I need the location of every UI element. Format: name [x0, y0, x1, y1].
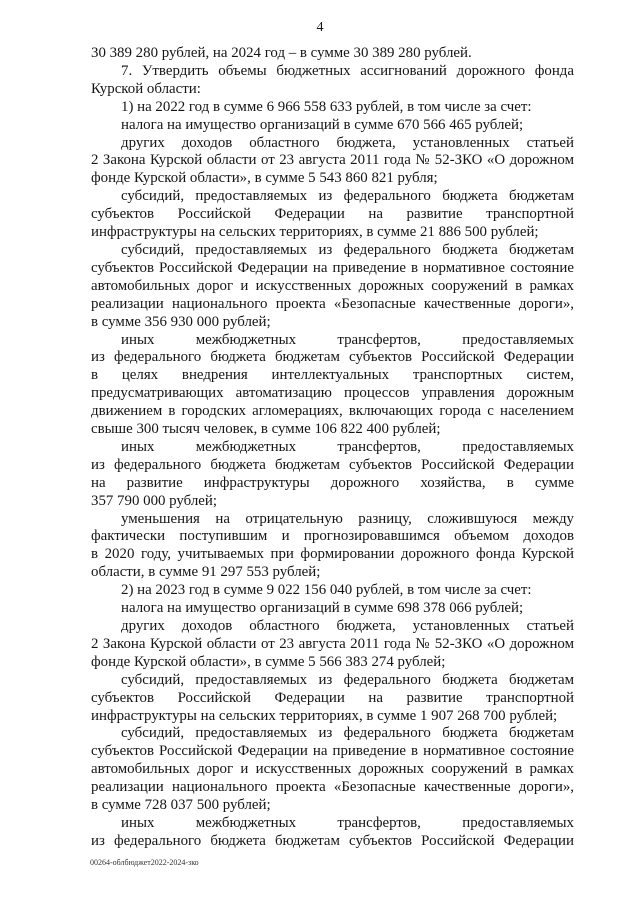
- text-line: области, в сумме 91 297 553 рублей;: [91, 564, 321, 581]
- text-line: реализации национального проекта «Безопасные качественные дороги»,: [91, 779, 574, 796]
- text-line: из федерального бюджета бюджетам субъектов Российской Федерации: [91, 349, 574, 366]
- text-line: иных межбюджетных трансфертов, предоставляемых: [121, 438, 574, 455]
- text-line: в 2020 году, учитываемых при формировании дорожного фонда Курской: [91, 546, 574, 563]
- text-line: фонде Курской области», в сумме 5 566 383 274 рублей;: [91, 653, 446, 670]
- text-line: фонде Курской области», в сумме 5 543 860 821 рубля;: [91, 170, 438, 187]
- text-line: Курской области:: [91, 80, 201, 97]
- text-line: 2 Закона Курской области от 23 августа 2011 года № 52-ЗКО «О дорожном: [91, 152, 574, 169]
- text-line: налога на имущество организаций в сумме 670 566 465 рублей;: [121, 116, 524, 133]
- text-line: субсидий, предоставляемых из федерального бюджета бюджетам: [121, 241, 574, 258]
- text-line: других доходов областного бюджета, установленных статьей: [121, 618, 574, 634]
- text-line: налога на имущество организаций в сумме 698 378 066 рублей;: [121, 600, 524, 617]
- text-line: субъектов Российской Федерации на приведение в нормативное состояние: [91, 259, 574, 276]
- document-footer: 00264-облбюджет2022-2024-зко: [90, 858, 199, 867]
- text-line: инфраструктуры на сельских территориях, в сумме 21 886 500 рублей;: [91, 224, 539, 241]
- text-line: субсидий, предоставляемых из федерального бюджета бюджетам: [121, 188, 574, 205]
- text-line: иных межбюджетных трансфертов, предоставляемых: [121, 814, 574, 831]
- text-line: 7. Утвердить объемы бюджетных ассигнований дорожного фонда: [121, 62, 574, 79]
- text-line: 357 790 000 рублей;: [91, 492, 218, 509]
- text-line: 2) на 2023 год в сумме 9 022 156 040 рублей, в том числе за счет:: [121, 582, 532, 599]
- text-line: субъектов Российской Федерации на приведение в нормативное состояние: [91, 743, 574, 760]
- text-line: субсидий, предоставляемых из федерального бюджета бюджетам: [121, 671, 574, 688]
- text-line: 1) на 2022 год в сумме 6 966 558 633 рублей, в том числе за счет:: [121, 98, 532, 115]
- text-line: 30 389 280 рублей, на 2024 год – в сумме 30 389 280 рублей.: [91, 45, 472, 61]
- document-body: [91, 45, 574, 851]
- text-line: в сумме 356 930 000 рублей;: [91, 313, 271, 330]
- text-line: субъектов Российской Федерации на развитие транспортной: [91, 206, 574, 223]
- text-line: свыше 300 тысяч человек, в сумме 106 822 400 рублей;: [91, 421, 441, 438]
- text-line: движением в городских агломерациях, включающих города с населением: [91, 403, 574, 420]
- text-line: из федерального бюджета бюджетам субъектов Российской Федерации: [91, 456, 574, 473]
- text-line: уменьшения на отрицательную разницу, сложившуюся между: [121, 510, 574, 527]
- text-line: в сумме 728 037 500 рублей;: [91, 797, 271, 814]
- text-line: предусматривающих автоматизацию процессов управления дорожным: [91, 385, 574, 402]
- text-line: 2 Закона Курской области от 23 августа 2011 года № 52-ЗКО «О дорожном: [91, 635, 574, 652]
- page-number: 4: [316, 20, 324, 35]
- text-line: автомобильных дорог и искусственных дорожных сооружений в рамках: [91, 277, 574, 294]
- text-line: других доходов областного бюджета, установленных статьей: [121, 134, 574, 151]
- text-line: в целях внедрения интеллектуальных транспортных систем,: [91, 367, 574, 384]
- text-line: из федерального бюджета бюджетам субъектов Российской Федерации: [91, 832, 574, 849]
- text-line: иных межбюджетных трансфертов, предоставляемых: [121, 331, 574, 348]
- text-line: субсидий, предоставляемых из федерального бюджета бюджетам: [121, 725, 574, 742]
- text-line: на развитие инфраструктуры дорожного хозяйства, в сумме: [91, 474, 574, 491]
- text-line: инфраструктуры на сельских территориях, в сумме 1 907 268 700 рублей;: [91, 707, 558, 724]
- text-line: реализации национального проекта «Безопасные качественные дороги»,: [91, 295, 574, 312]
- text-line: автомобильных дорог и искусственных дорожных сооружений в рамках: [91, 761, 574, 778]
- text-line: фактически поступившим и прогнозировавшимся объемом доходов: [91, 528, 574, 545]
- text-line: субъектов Российской Федерации на развитие транспортной: [91, 689, 574, 706]
